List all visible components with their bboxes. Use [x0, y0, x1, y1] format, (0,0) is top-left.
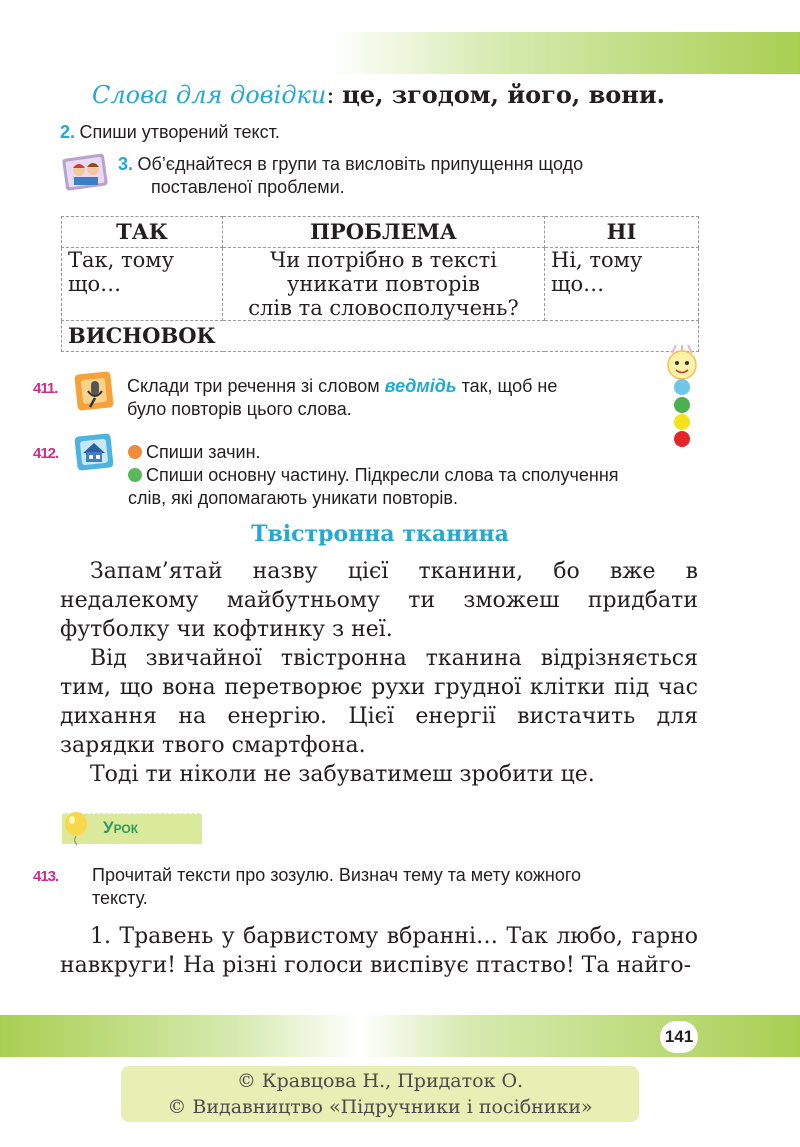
task-2 [60, 121, 280, 144]
exercise-412-bullet-2 [128, 464, 619, 510]
problem-line-2: уникати повторів [287, 272, 480, 296]
exercise-411-number: 411. [33, 380, 58, 397]
table-cell-yes [62, 248, 223, 321]
no-line-1: Ні, тому [551, 248, 643, 272]
story-title: Твістронна тканина [251, 521, 509, 547]
reference-words: це, згодом, його, вони. [342, 80, 666, 109]
table-cell-problem [223, 248, 545, 321]
house-icon [74, 432, 116, 472]
table-cell-no [545, 248, 699, 321]
task-3-line-2: поставленої проблеми. [151, 177, 345, 197]
exercise-412-number: 412. [33, 445, 59, 462]
task-3-number: 3. [118, 154, 134, 174]
yes-line-1: Так, тому [68, 248, 174, 272]
exercise-411-text [127, 375, 557, 421]
reference-colon: : [326, 81, 335, 109]
green-bullet-icon [128, 468, 142, 482]
exercise-412-bullet-1 [128, 441, 261, 464]
problem-line-1: Чи потрібно в тексті [269, 248, 498, 272]
exercise-411-before: Склади три речення зі словом [127, 376, 380, 396]
task-2-number: 2. [60, 122, 76, 142]
difficulty-mascot-icon [662, 345, 702, 455]
exercise-413-text [92, 864, 581, 910]
table-header-no: НІ [545, 217, 699, 248]
exercise-411-line-2: було повторів цього слова. [127, 399, 352, 419]
task-3-line-1: Об’єднайтеся в групи та висловіть припущення щодо [137, 154, 584, 174]
exercise-412-bullet-2-line-2: слів, які допомагають уникати повторів. [128, 488, 458, 508]
text-1-paragraph: 1. Травень у барвистому вбранні… Так любо, гарно навкруги! На різні голоси виспівує птаство! Та найго- [60, 924, 698, 978]
lesson-label: Урок [103, 818, 139, 837]
story-paragraph-3: Тоді ти ніколи не забуватимеш зробити це. [90, 762, 595, 787]
page-number: 141 [660, 1021, 698, 1053]
group-work-icon [62, 152, 110, 192]
copyright-line-1: © Кравцова Н., Придаток О. [236, 1070, 524, 1092]
story-paragraph-2: Від звичайної твістронна тканина відрізняється тим, що вона перетворює рухи грудної клітки під час дихання на енергію. Цієї енергії вистачить для зарядки твого смартфона. [60, 646, 698, 758]
exercise-413-line-1: Прочитай тексти про зозулю. Визнач тему та мету кожного [92, 865, 582, 885]
yes-line-2: що… [68, 272, 122, 296]
reference-label: Слова для довідки [92, 81, 327, 109]
microphone-icon [74, 369, 116, 413]
story-paragraph-1: Запам’ятай назву цієї тканини, бо вже в недалекому майбутньому ти зможеш придбати футболку чи кофтинку з неї. [60, 559, 698, 642]
exercise-413-number: 413. [33, 868, 59, 885]
exercise-412-bullet-1-text: Спиши зачин. [146, 442, 261, 462]
task-2-text: Спиши утворений текст. [79, 122, 280, 142]
orange-bullet-icon [128, 445, 142, 459]
exercise-412-bullet-2-line-1: Спиши основну частину. Підкресли слова та сполучення [146, 465, 619, 485]
text-1 [60, 922, 698, 980]
exercise-411-after: так, щоб не [461, 376, 558, 396]
task-3 [118, 153, 583, 199]
table-conclusion: ВИСНОВОК [62, 321, 699, 352]
top-decorative-band [330, 32, 800, 74]
exercise-413-line-2: тексту. [92, 888, 148, 908]
no-line-2: що… [551, 272, 605, 296]
copyright-box [121, 1066, 639, 1122]
problem-table [61, 216, 699, 352]
copyright-line-2: © Видавництво «Підручники і посібники» [167, 1096, 593, 1118]
exercise-411-highlight: ведмідь [384, 376, 457, 396]
balloon-icon [60, 810, 92, 846]
reference-words-line [92, 80, 665, 109]
story-body [60, 557, 698, 789]
problem-line-3: слів та словосполучень? [248, 296, 519, 320]
table-header-problem: ПРОБЛЕМА [223, 217, 545, 248]
table-header-yes: ТАК [62, 217, 223, 248]
